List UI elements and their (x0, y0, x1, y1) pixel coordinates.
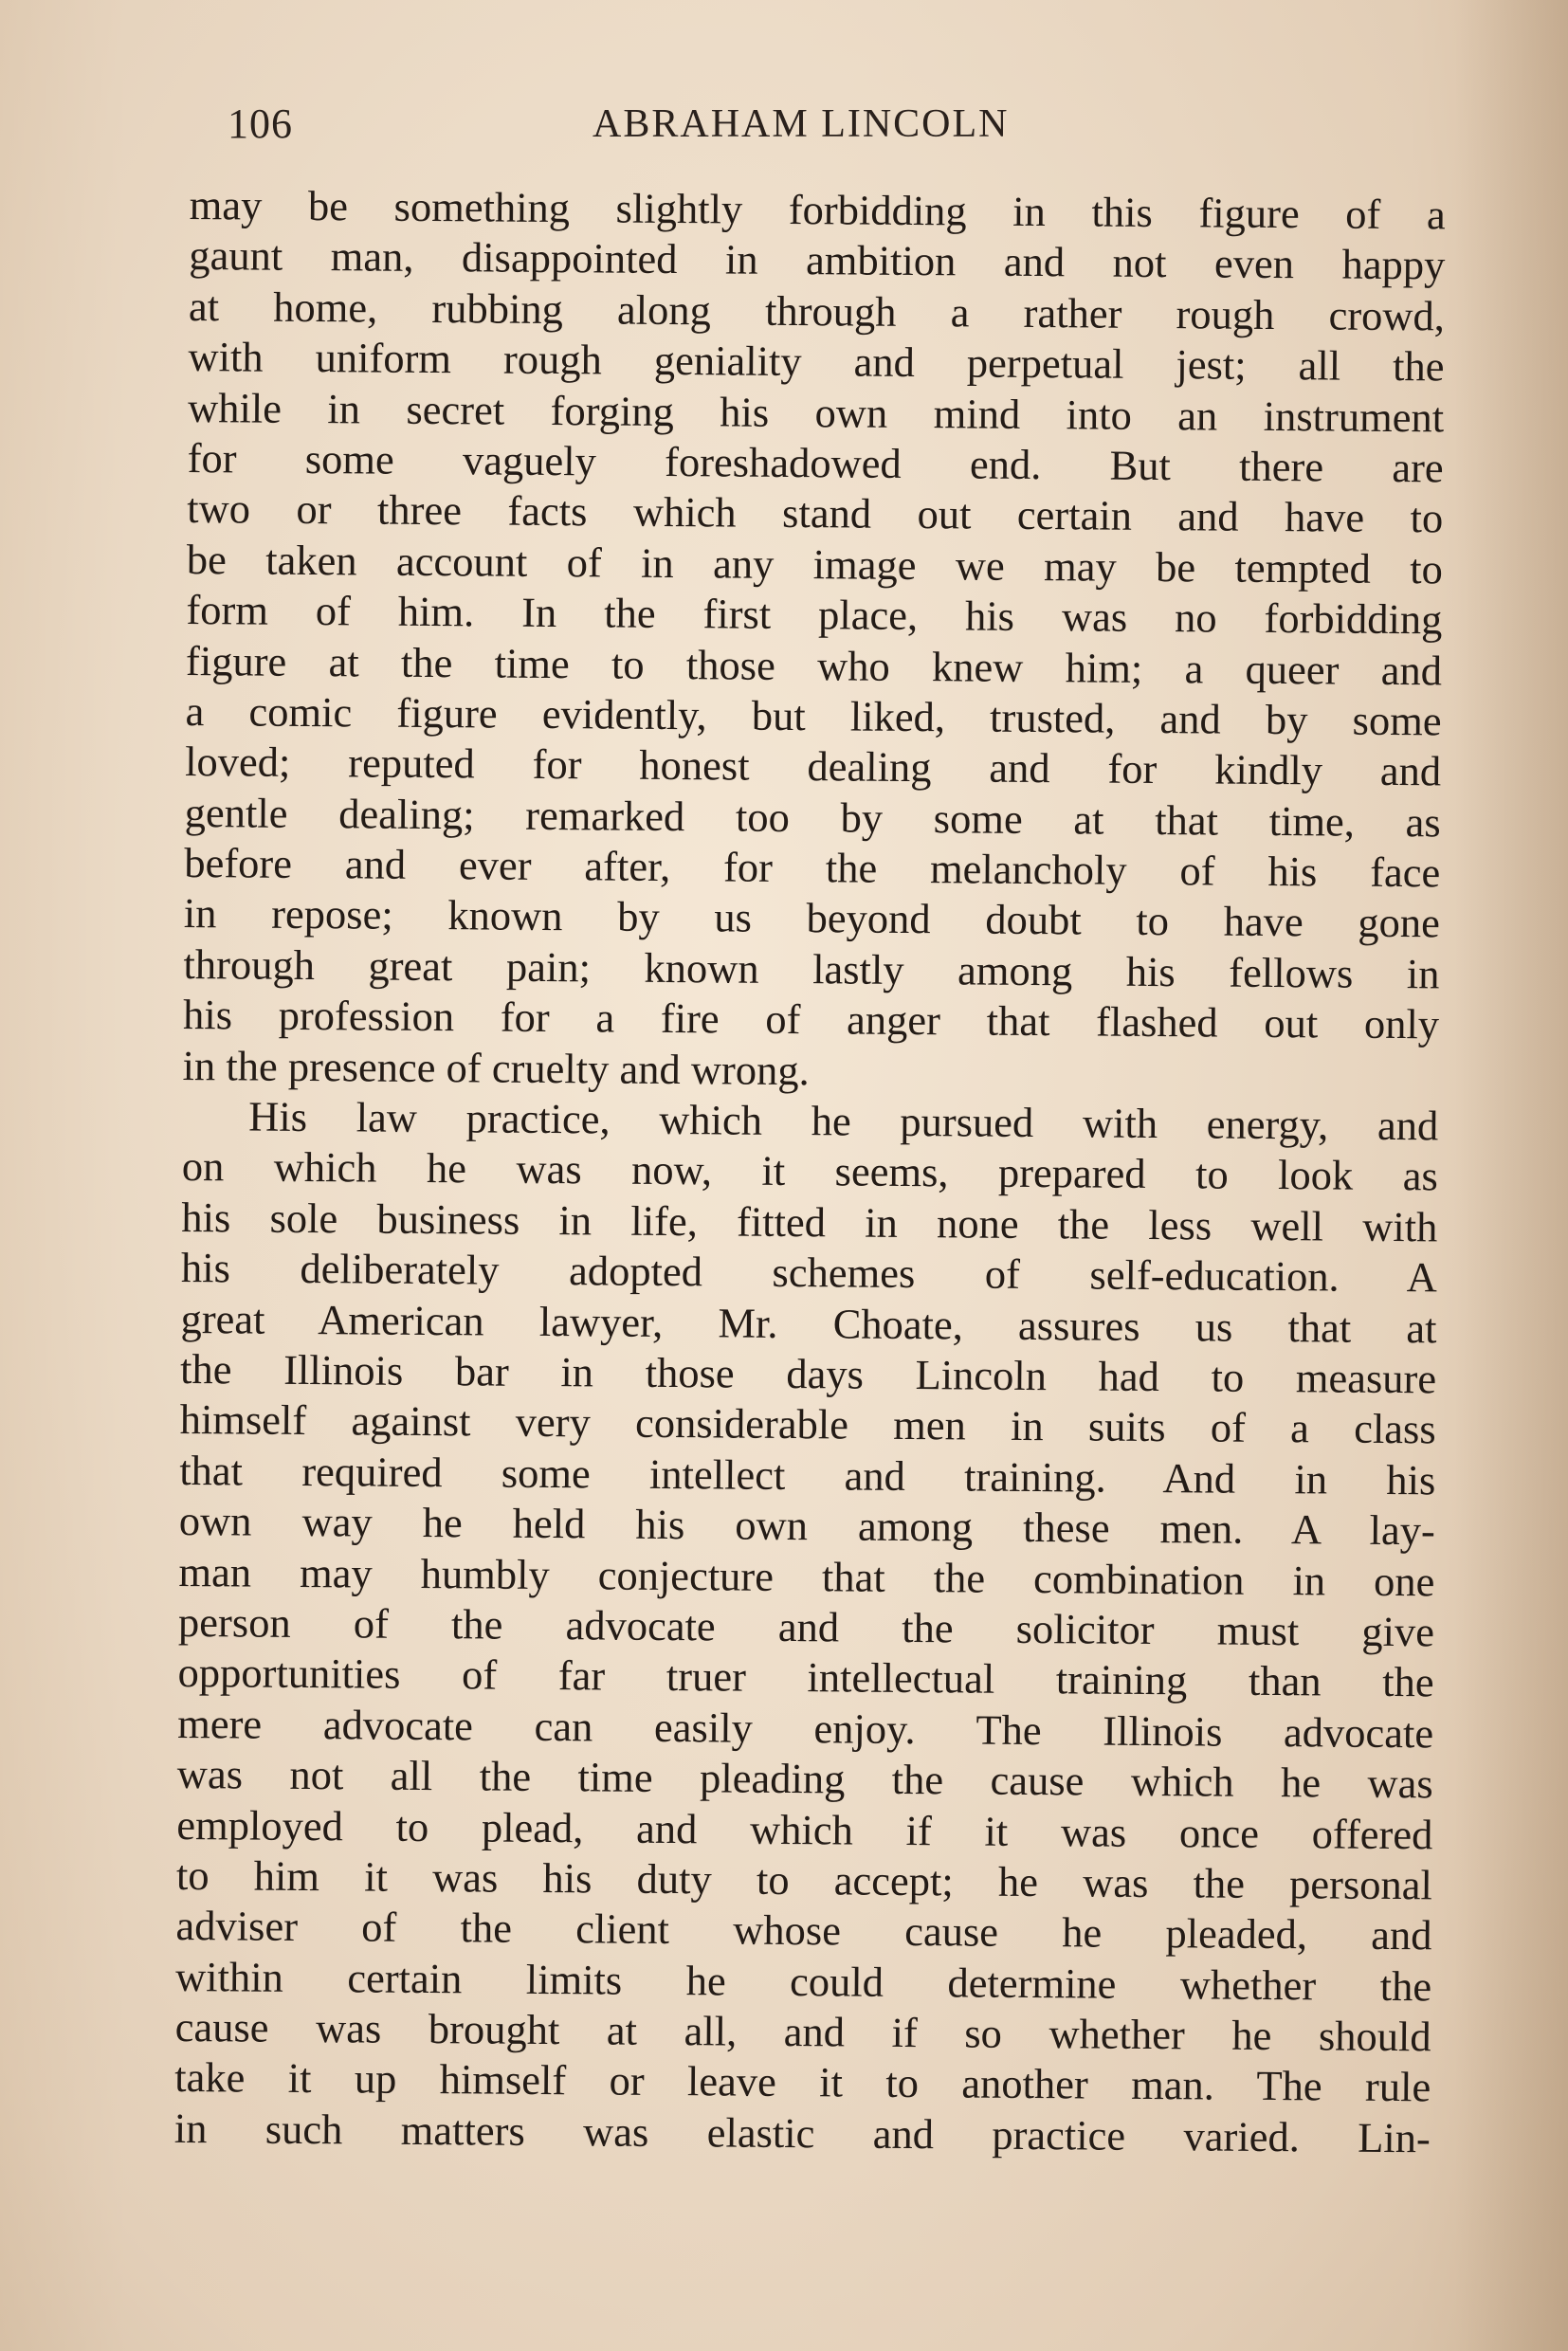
page-header (0, 100, 1568, 156)
text-line: with uniform rough geniality and perpetual jest; all the (188, 333, 1445, 391)
text-line: may be something slightly forbidding in this figure of a (189, 180, 1446, 239)
text-line: in the presence of cruelty and wrong. (182, 1041, 810, 1094)
text-line: a comic figure evidently, but liked, trusted, and by some (185, 686, 1442, 745)
text-line: employed to plead, and which if it was once offered (176, 1800, 1433, 1858)
text-line: cause was brought at all, and if so whether he should (174, 2003, 1431, 2061)
text-line: His law practice, which he pursued with energy, and (248, 1092, 1439, 1150)
text-line: his profession for a fire of anger that flashed out only (182, 991, 1440, 1048)
running-title: ABRAHAM LINCOLN (593, 102, 1010, 146)
text-line: opportunities of far truer intellectual training than the (177, 1649, 1434, 1706)
text-line: mere advocate can easily enjoy. The Illinois advocate (177, 1699, 1434, 1758)
text-line: in such matters was elastic and practice varied. Lin- (173, 2104, 1431, 2162)
page-number: 106 (228, 100, 293, 147)
text-line: own way he held his own among these men. A lay- (178, 1497, 1436, 1555)
text-line: on which he was now, it seems, prepared to look as (181, 1142, 1438, 1200)
text-line: for some vaguely foreshadowed end. But there are (187, 433, 1444, 492)
text-line: great American lawyer, Mr. Choate, assures us that at (180, 1294, 1437, 1352)
text-line: his deliberately adopted schemes of self-education. A (180, 1244, 1438, 1302)
text-line: be taken account of in any image we may be tempted to (186, 535, 1444, 593)
text-line: in repose; known by us beyond doubt to have gone (183, 889, 1441, 947)
text-line: gaunt man, disappointed in ambition and not even happy (189, 231, 1446, 289)
text-line: gentle dealing; remarked too by some at that time, as (184, 788, 1441, 847)
body-text (174, 180, 1446, 2164)
text-line: adviser of the client whose cause he pleaded, and (175, 1902, 1432, 1959)
text-line: two or three facts which stand out certain and have to (187, 484, 1444, 542)
text-line: person of the advocate and the solicitor must give (177, 1597, 1435, 1656)
text-line: the Illinois bar in those days Lincoln had to measure (179, 1344, 1437, 1403)
text-line: at home, rubbing along through a rather rough crowd, (188, 282, 1446, 340)
text-line: figure at the time to those who knew him; a queer and (185, 636, 1443, 694)
text-line: man may humbly conjecture that the combination in one (178, 1547, 1435, 1605)
text-line: his sole business in life, fitted in none the less well with (181, 1193, 1438, 1251)
text-line: that required some intellect and training. And in his (179, 1446, 1436, 1504)
text-line: loved; reputed for honest dealing and for kindly and (184, 738, 1442, 795)
text-line: within certain limits he could determine whether the (174, 1952, 1432, 2011)
text-line: through great pain; known lastly among his fellows in (183, 939, 1440, 998)
text-line: take it up himself or leave it to another man. The rule (174, 2053, 1431, 2111)
text-line: form of him. In the first place, his was no forbidding (186, 586, 1443, 644)
text-line: while in secret forging his own mind into an instrument (187, 383, 1445, 441)
text-line: before and ever after, for the melancholy of his face (184, 839, 1441, 897)
text-line: was not all the time pleading the cause which he was (176, 1750, 1433, 1808)
text-line: himself against very considerable men in suits of a class (179, 1395, 1436, 1453)
text-line: to him it was his duty to accept; he was the personal (175, 1850, 1433, 1909)
